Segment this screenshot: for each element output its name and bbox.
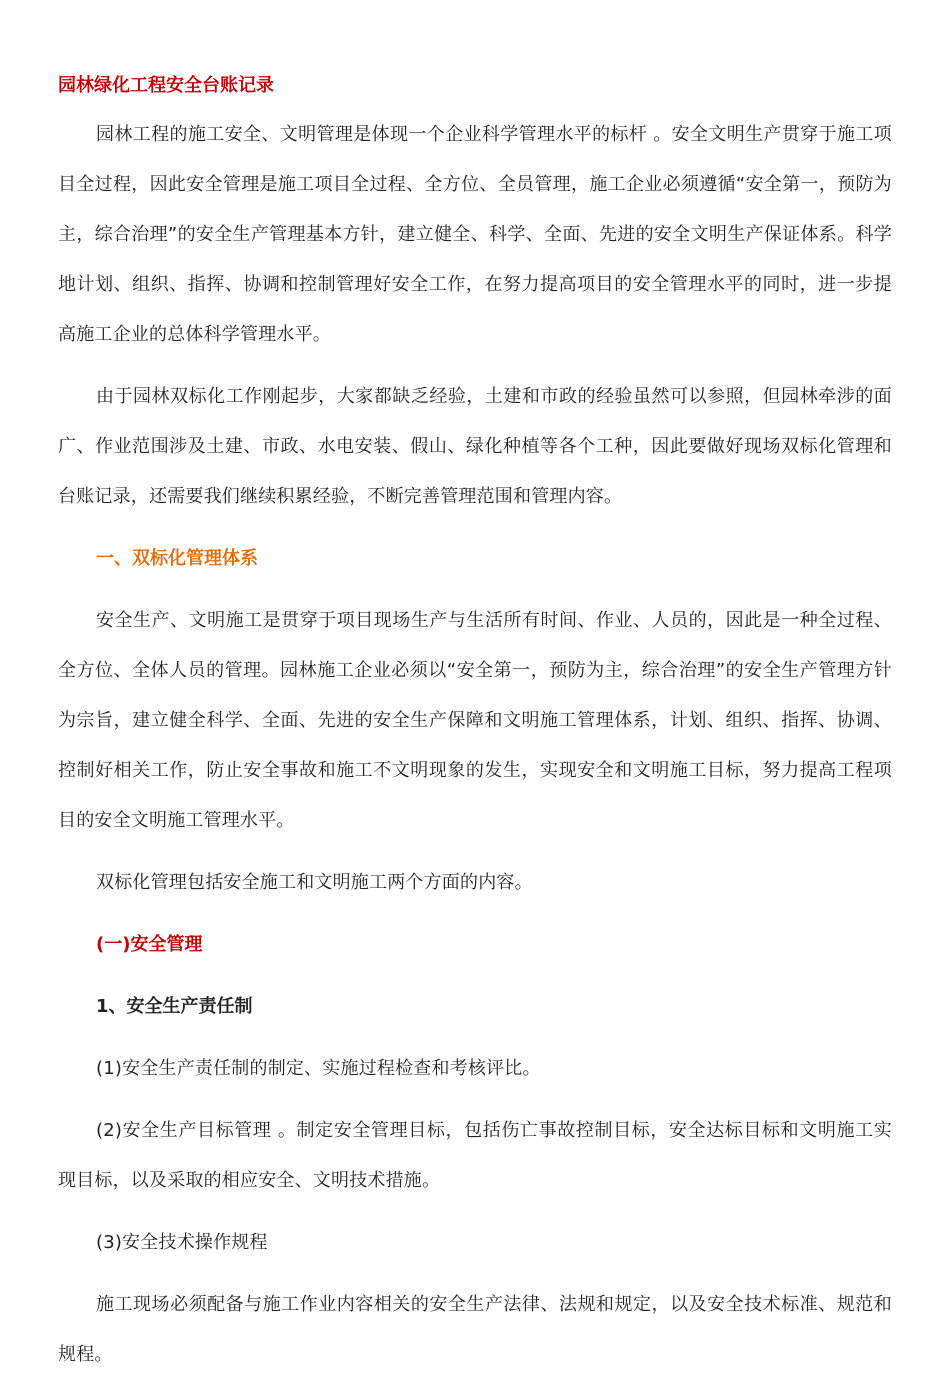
list-item-responsibility: (1)安全生产责任制的制定、实施过程检查和考核评比。 bbox=[96, 1058, 541, 1079]
section-heading-management-system: 一、双标化管理体系 bbox=[96, 548, 258, 569]
paragraph-intro: 园林工程的施工安全、文明管理是体现一个企业科学管理水平的标杆 。安全文明生产贯穿于施工项目全过程，因此安全管理是施工项目全过程、全方位、全员管理，施工企业必须遵循“安全第一，预防为主，综合治理”的安全生产管理基本方针，建立健全、科学、全面、先进的安全文明生产保证体系。科学地计划、组织、指挥、协调和控制管理好安全工作，在努力提高项目的安全管理水平的同时，进一步提高施工企业的总体科学管理水平。 bbox=[58, 124, 892, 345]
subsection-heading-safety-management: (一)安全管理 bbox=[96, 934, 203, 955]
document-title: 园林绿化工程安全台账记录 bbox=[58, 75, 274, 96]
list-item-target-management: (2)安全生产目标管理 。制定安全管理目标，包括伤亡事故控制目标，安全达标目标和文明施工实现目标，以及采取的相应安全、文明技术措施。 bbox=[58, 1120, 892, 1191]
item-heading-responsibility-system: 1、安全生产责任制 bbox=[96, 996, 253, 1017]
paragraph-background: 由于园林双标化工作刚起步，大家都缺乏经验，土建和市政的经验虽然可以参照，但园林牵涉的面广、作业范围涉及土建、市政、水电安装、假山、绿化种植等各个工种，因此要做好现场双标化管理和台账记录，还需要我们继续积累经验，不断完善管理范围和管理内容。 bbox=[58, 386, 892, 507]
paragraph-scope: 双标化管理包括安全施工和文明施工两个方面的内容。 bbox=[96, 872, 533, 893]
list-item-operation-rules: (3)安全技术操作规程 bbox=[96, 1232, 268, 1253]
paragraph-system-description: 安全生产、文明施工是贯穿于项目现场生产与生活所有时间、作业、人员的，因此是一种全过程、全方位、全体人员的管理。园林施工企业必须以“安全第一，预防为主，综合治理”的安全生产管理方针为宗旨，建立健全科学、全面、先进的安全生产保障和文明施工管理体系，计划、组织、指挥、协调、控制好相关工作，防止安全事故和施工不文明现象的发生，实现安全和文明施工目标，努力提高工程项目的安全文明施工管理水平。 bbox=[58, 610, 892, 831]
paragraph-regulations: 施工现场必须配备与施工作业内容相关的安全生产法律、法规和规定，以及安全技术标准、规范和规程。 bbox=[58, 1294, 892, 1365]
